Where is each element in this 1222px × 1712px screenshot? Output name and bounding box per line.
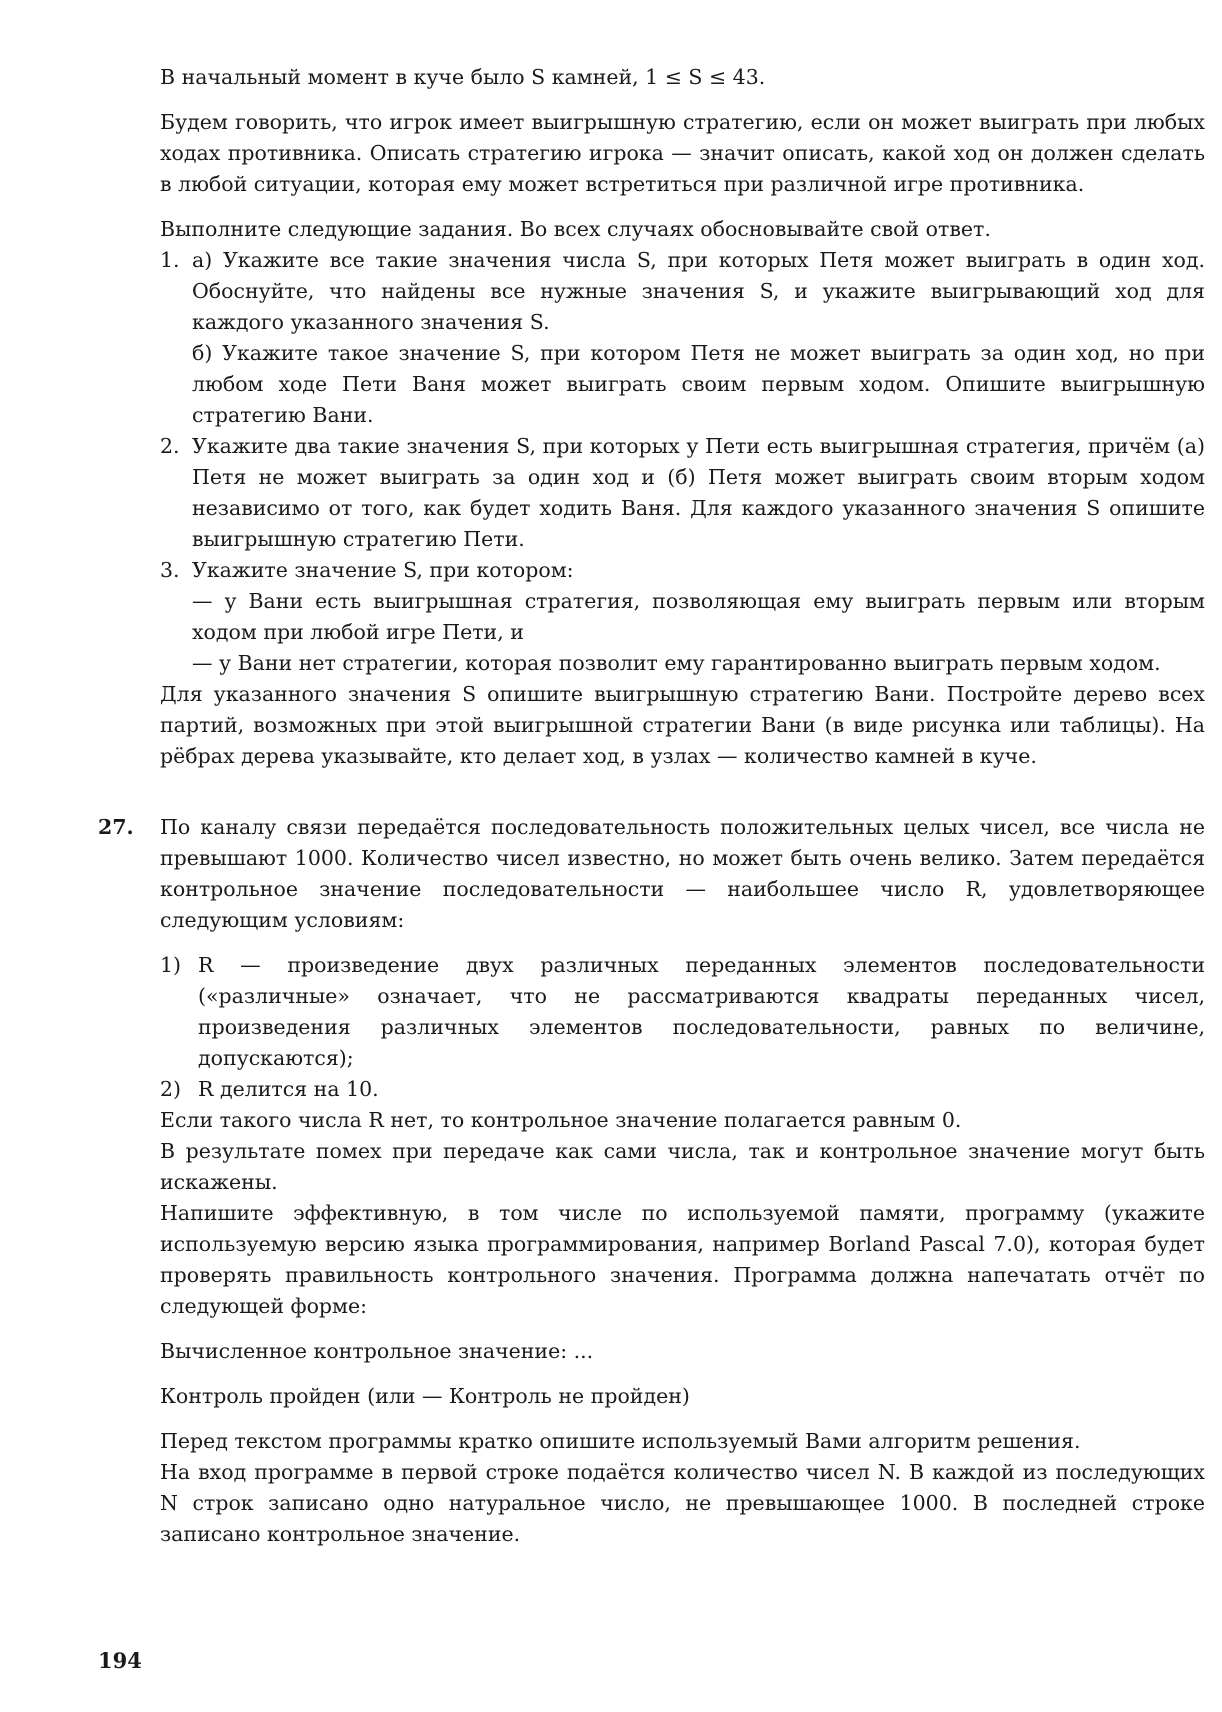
task26-item-1b: б) Укажите такое значение S, при котором Петя не может выиграть за один ход, но при любом ходе Пети Ваня может выиграть своим первым ходом. Опишите выигрышную стратегию Вани. [192, 341, 1205, 427]
condition-number: 1) [160, 953, 182, 977]
task26-item-1 [160, 245, 1205, 431]
task27-algorithm-paragraph: Перед текстом программы кратко опишите используемый Вами алгоритм решения. [160, 1429, 1081, 1453]
task27-conditions [160, 950, 1205, 1105]
task27-zero-paragraph: Если такого числа R нет, то контрольное значение полагается равным 0. [160, 1108, 962, 1132]
task-27 [98, 812, 1205, 1550]
task26-item-2-text: Укажите два такие значения S, при которых у Пети есть выигрышная стратегия, причём (а) Петя не может выиграть за один ход и (б) Петя может выиграть своим вторым ходом независимо от того, как будет ходить Ваня. Для каждого указанного значения S опишите выигрышную стратегию Пети. [192, 434, 1205, 551]
task27-program-paragraph: Напишите эффективную, в том числе по используемой памяти, программу (укажите используемую версию языка программирования, например Borland Pascal 7.0), которая будет проверять правильность контрольного значения. Программа должна напечатать отчёт по следующей форме: [160, 1201, 1205, 1318]
page-content [98, 62, 1205, 1550]
page-number: 194 [98, 1648, 142, 1673]
condition-text: R делится на 10. [198, 1077, 379, 1101]
list-number: 1. [160, 248, 180, 272]
task26-item-3-dash-1: — у Вани есть выигрышная стратегия, позволяющая ему выиграть первым или вторым ходом при любой игре Пети, и [192, 589, 1205, 644]
task-number: 27. [98, 815, 134, 839]
task26-item-3 [160, 555, 1205, 586]
task27-condition-2 [160, 1074, 1205, 1105]
task27-intro: По каналу связи передаётся последовательность положительных целых чисел, все числа не превышают 1000. Количество чисел известно, но может быть очень велико. Затем передаётся контрольное значение последовательности — наибольшее число R, удовлетворяющее следующим условиям: [160, 815, 1205, 932]
strategy-definition-paragraph: Будем говорить, что игрок имеет выигрышную стратегию, если он может выиграть при любых ходах противника. Описать стратегию игрока — значит описать, какой ход он должен сделать в любой ситуации, которая ему может встретиться при различной игре противника. [160, 110, 1205, 196]
list-number: 2. [160, 434, 180, 458]
initial-state-paragraph: В начальный момент в куче было S камней, 1 ≤ S ≤ 43. [160, 65, 766, 89]
task26-item-2 [160, 431, 1205, 555]
task26-list [160, 245, 1205, 586]
task26-tail-paragraph: Для указанного значения S опишите выигрышную стратегию Вани. Постройте дерево всех партий, возможных при этой выигрышной стратегии Вани (в виде рисунка или таблицы). На рёбрах дерева указывайте, кто делает ход, в узлах — количество камней в куче. [160, 682, 1205, 768]
condition-text: R — произведение двух различных переданных элементов последовательности («различные» означает, что не рассматриваются квадраты переданных чисел, произведения различных элементов последовательности, равных по величине, допускаются); [198, 953, 1205, 1070]
condition-number: 2) [160, 1077, 182, 1101]
task27-report-line-2: Контроль пройден (или — Контроль не пройден) [160, 1384, 690, 1408]
tasks-lead-paragraph: Выполните следующие задания. Во всех случаях обосновывайте свой ответ. [160, 217, 991, 241]
task27-input-paragraph: На вход программе в первой строке подаётся количество чисел N. В каждой из последующих N строк записано одно натуральное число, не превышающее 1000. В последней строке записано контрольное значение. [160, 1460, 1205, 1546]
task26-item-3-text: Укажите значение S, при котором: [192, 558, 574, 582]
list-number: 3. [160, 558, 180, 582]
task27-report-line-1: Вычисленное контрольное значение: ... [160, 1339, 594, 1363]
task26-item-3-dash-2: — у Вани нет стратегии, которая позволит ему гарантированно выиграть первым ходом. [192, 651, 1161, 675]
task26-item-1a: а) Укажите все такие значения числа S, при которых Петя может выиграть в один ход. Обоснуйте, что найдены все нужные значения S, и укажите выигрывающий ход для каждого указанного значения S. [192, 248, 1205, 334]
task27-condition-1 [160, 950, 1205, 1074]
task27-noise-paragraph: В результате помех при передаче как сами числа, так и контрольное значение могут быть искажены. [160, 1139, 1205, 1194]
